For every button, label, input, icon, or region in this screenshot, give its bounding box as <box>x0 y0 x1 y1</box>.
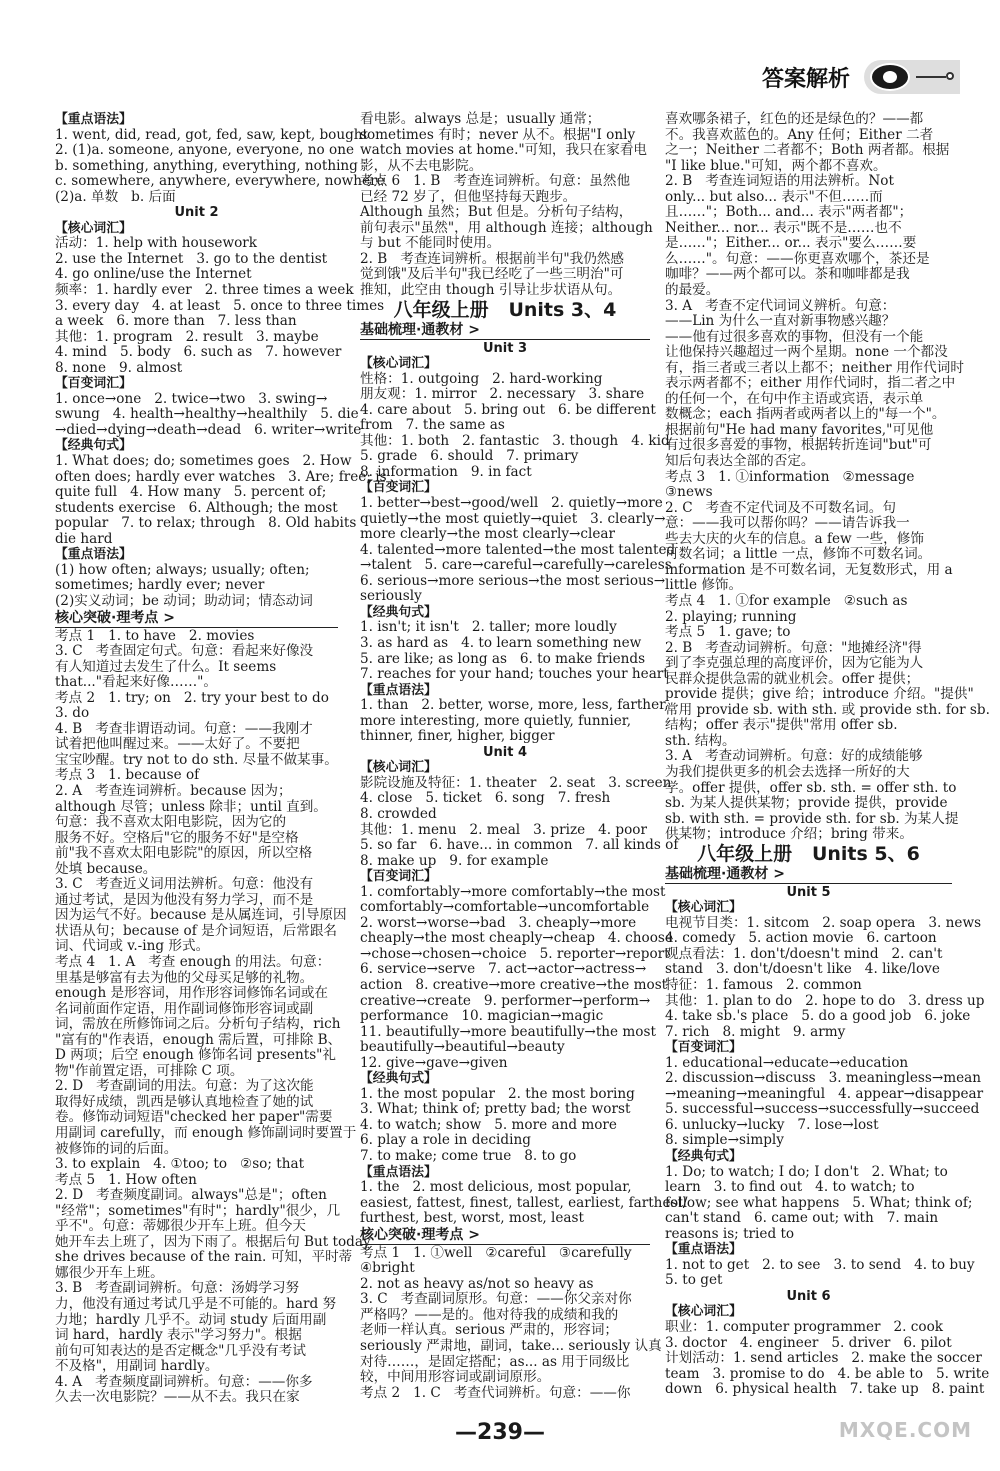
text-line: 4. to watch; show 5. more and more <box>360 1116 617 1133</box>
text-line: 且……"；Both... and... 表示"两者都"； <box>665 204 913 221</box>
text-line: 么……"。句意：——你更喜欢哪个，茶还是 <box>665 250 930 267</box>
text-line: seriously 严肃地，副词，take... seriously 认真 <box>360 1338 662 1355</box>
chapter-heading: 八年级上册 Units 3、4 <box>393 298 617 321</box>
text-line: 老师一样认真。serious 严肃的，形容词； <box>360 1322 619 1339</box>
text-line: quite full 4. How many 5. percent of; <box>55 484 327 501</box>
page-number: —239— <box>455 1420 545 1445</box>
text-line: 计划活动：1. send articles 2. make the soccer <box>665 1350 982 1367</box>
text-line: 娜很少开车上班。 <box>55 1264 164 1281</box>
text-line: 3. What; think of; pretty bad; the worst <box>360 1101 631 1118</box>
text-line: performance 10. magician→magic <box>360 1008 604 1025</box>
text-line: swung 4. health→healthy→healthily 5. die <box>55 406 359 423</box>
text-line: 民群众提供急需的就业机会。offer 提供； <box>665 670 920 687</box>
section-label: 【重点语法】 <box>360 1164 437 1180</box>
text-line: "I like blue."可知，两个都不喜欢。 <box>665 157 887 174</box>
text-line: 5. are like; as long as 6. to make friends <box>360 650 646 667</box>
text-line: only... but also... 表示"不但……而 <box>665 188 883 205</box>
text-line: 4. mind 5. body 6. such as 7. however <box>55 344 342 361</box>
section-label: 【百变词汇】 <box>55 376 132 392</box>
text-line: 有人知道过去发生了什么。It seems <box>55 658 277 675</box>
text-line: 8. information 9. in fact <box>360 463 532 480</box>
text-line: 1. once→one 2. twice→two 3. swing→ <box>55 390 328 407</box>
text-line: 词、代词或 v.-ing 形式。 <box>55 938 210 955</box>
text-line: 物"作前置定语，可排除 C 项。 <box>55 1062 244 1079</box>
text-line: 学。offer 提供，offer sb. sth. = offer sth. to <box>665 779 957 796</box>
text-line: 为我们提供更多的机会去选择一所好的大 <box>665 763 910 780</box>
text-line: 有过很多喜爱的事物，根据转折连词"but"可 <box>665 437 932 454</box>
text-line: die hard <box>55 530 113 547</box>
text-line: (2)实义动词；be 动词；助动词；情态动词 <box>55 592 313 609</box>
text-line: 推知，此空由 though 引导让步状语从句。 <box>360 282 622 299</box>
text-line: (2)a. 单数 b. 后面 <box>55 188 176 205</box>
badge-dot-icon <box>946 72 954 80</box>
section-label: 【重点语法】 <box>55 547 132 563</box>
text-line: 咖啡？——两个都可以。茶和咖啡都是我 <box>665 266 910 283</box>
text-line: 结构；offer 表示"提供"常用 offer sb. <box>665 717 898 734</box>
text-line: 状语从句；because of 是介词短语，后常跟名 <box>55 922 338 939</box>
text-line: 其他：1. both 2. fantastic 3. though 4. kid <box>360 432 670 449</box>
text-line: 2. not as heavy as/not so heavy as <box>360 1275 594 1292</box>
text-line: learn 3. to find out 4. to watch; to <box>665 1179 915 1196</box>
text-line: 4. go online/use the Internet <box>55 266 252 283</box>
text-line: sb. 为某人提供某物；provide 提供，provide <box>665 795 948 812</box>
text-line: 与 but 不能同时使用。 <box>360 235 501 252</box>
text-line: 因为运气不好。because 是从属连词，引导原因 <box>55 907 347 924</box>
text-line: →meaning→meaningful 4. appear→disappear <box>665 1085 984 1102</box>
text-line: stand 3. don't/doesn't like 4. like/love <box>665 961 940 978</box>
text-line: 8. simple→simply <box>665 1132 784 1149</box>
text-line: 其他：1. menu 2. meal 3. prize 4. poor <box>360 821 647 838</box>
text-line: 喜欢哪条裙子，红色的还是绿色的？——都 <box>665 111 924 127</box>
text-line: 已经 72 岁了，但他坚持每天跑步。 <box>360 188 577 205</box>
text-line: 5. to get <box>665 1272 723 1289</box>
section-label: 【重点语法】 <box>665 1242 742 1258</box>
text-line: sb. with sth. = provide sth. for sb. 为某人提 <box>665 810 959 827</box>
text-line: students exercise 6. Although; the most <box>55 499 338 516</box>
text-line: 被修饰的词的后面。 <box>55 1140 178 1157</box>
text-line: 活动：1. help with housework <box>55 235 258 252</box>
text-line: 7. rich 8. might 9. army <box>665 1023 846 1040</box>
text-line: 2. C 考查不定代词及不可数名词。句 <box>665 499 896 516</box>
text-line: quietly→the most quietly→quiet 3. clearly→ <box>360 510 666 527</box>
section-label: 【核心词汇】 <box>665 900 742 916</box>
text-line: 1. isn't; it isn't 2. taller; more loudly <box>360 619 617 636</box>
text-line: 2. playing; running <box>665 608 797 625</box>
text-line: 性格：1. outgoing 2. hard-working <box>360 370 603 387</box>
text-line: 3. as hard as 4. to learn something new <box>360 634 642 651</box>
text-line: 考点 3 1. because of <box>55 767 200 784</box>
text-line: 其他：1. program 2. result 3. maybe <box>55 328 319 345</box>
text-line: 可数名词；a little 一点，修饰不可数名词。 <box>665 546 932 563</box>
text-line: often does; hardly ever watches 3. Are; free; is <box>55 468 387 485</box>
text-line: 7. to make; come true 8. to go <box>360 1148 577 1164</box>
text-line: c. somewhere, anywhere, everywhere, nowhere <box>55 173 385 190</box>
header-title: 答案解析 <box>761 67 850 92</box>
chapter-heading: 八年级上册 Units 5、6 <box>697 842 920 865</box>
text-line: action 8. creative→more creative→the most <box>360 976 668 993</box>
text-line: 3. every day 4. at least 5. once to three times <box>55 297 385 314</box>
text-line: 3. doctor 4. engineer 5. driver 6. pilot <box>665 1334 952 1351</box>
text-line: →chose→chosen→choice 5. reporter→report <box>360 945 670 962</box>
text-line: 8. crowded <box>360 805 437 822</box>
text-line: 3. to explain 4. ①too; to ②so; that <box>55 1156 305 1173</box>
text-line: 意：——我可以帮你吗？——请告诉我一 <box>665 515 910 532</box>
text-line: 1. went, did, read, got, fed, saw, kept, bought <box>55 126 369 143</box>
text-line: 职业：1. computer programmer 2. cook <box>665 1319 944 1336</box>
text-line: 之一；Neither 二者都不；Both 两者都。根据 <box>665 142 950 159</box>
text-line: 其他：1. plan to do 2. hope to do 3. dress up <box>665 992 985 1009</box>
text-line: 2. D 考查副词的用法。句意：为了这次能 <box>55 1078 314 1095</box>
text-line: cheaply→the most cheaply→cheap 4. choose <box>360 930 673 947</box>
text-line: 3. C 考查固定句式。句意：看起来好像没 <box>55 643 314 660</box>
text-line: 对待……，是固定搭配；as... as 用于同级比 <box>360 1353 630 1370</box>
text-line: Neither... nor... 表示"既不是……也不 <box>665 219 902 236</box>
text-line: 1. What does; do; sometimes goes 2. How <box>55 453 352 470</box>
text-line: 些去大庆的火车的信息。a few 一些，修饰 <box>665 530 924 547</box>
text-line: 取得好成绩，凯西是够认真地检查了她的试 <box>55 1093 314 1110</box>
text-line: 的最爱。 <box>665 282 720 299</box>
text-line: 1. better→best→good/well 2. quietly→more <box>360 495 663 512</box>
text-line: creative→create 9. performer→perform→ <box>360 992 651 1009</box>
text-line: 词，需放在所修饰词之后。分析句子结构，rich <box>55 1016 341 1033</box>
text-line: 不及格"，用副词 hardly。 <box>55 1358 219 1375</box>
text-line: →died→dying→death→dead 6. writer→write <box>55 421 362 438</box>
section-label: 【经典句式】 <box>55 438 132 454</box>
text-line: 常用 provide sb. with sth. 或 provide sth. for sb. <box>665 701 990 718</box>
text-line: 的任何一个，在句中作主语或宾语，表示单 <box>665 390 924 407</box>
text-line: 供某物；introduce 介绍；bring 带来。 <box>665 826 913 843</box>
text-line: Although 虽然；But 但是。分析句子结构， <box>360 204 633 221</box>
text-line: 2. D 考查频度副词。always"总是"；often <box>55 1187 327 1204</box>
text-line: 表示两者都不；either 用作代词时，指二者之中 <box>665 375 956 392</box>
text-line: sometimes 有时；never 从不。根据"I only <box>360 126 636 143</box>
text-line: more clearly→the most clearly→clear <box>360 526 616 543</box>
text-line: 3. C 考查近义词用法辨析。句意：他没有 <box>55 876 314 893</box>
text-line: 久去一次电影院？——从不去。我只在家 <box>55 1389 300 1406</box>
text-line: (1) how often; always; usually; often; <box>55 561 310 578</box>
text-line: a week 6. more than 7. less than <box>55 313 297 330</box>
text-line: 8. make up 9. for example <box>360 852 549 869</box>
text-line: 前句表示"虽然"，用 although 连接；although <box>360 219 653 236</box>
text-line: 4. close 5. ticket 6. song 7. fresh <box>360 790 611 807</box>
text-line: 考点 4 1. ①for example ②such as <box>665 592 908 609</box>
unit-heading: Unit 2 <box>174 205 219 221</box>
text-line: 考点 6 1. B 考查连词辨析。句意：虽然他 <box>360 173 631 190</box>
text-line: 词 hard，hardly 表示"学习努力"。根据 <box>55 1327 302 1344</box>
text-line: can't stand 6. came out; with 7. main <box>665 1210 939 1227</box>
section-label: 【核心词汇】 <box>360 760 437 776</box>
text-line: 较，中间用形容词或副词原形。 <box>360 1369 551 1386</box>
text-line: 2. B 考查连词辨析。根据前半句"我仍然感 <box>360 250 624 267</box>
text-line: ——他有过很多喜欢的事物，但没有一个能 <box>665 328 924 345</box>
text-line: 12. give→gave→given <box>360 1054 508 1071</box>
text-line: 根据前句"He had many favorites,"可见他 <box>665 421 934 438</box>
text-line: 2. B 考查动词辨析。句意："地摊经济"得 <box>665 639 922 656</box>
text-line: 4. care about 5. bring out 6. be different <box>360 401 656 418</box>
text-line: 考点 3 1. ①information ②message <box>665 468 915 485</box>
text-line: 6. service→serve 7. act→actor→actress→ <box>360 961 647 978</box>
text-line: 前"我不喜欢太阳电影院"的原因，所以空格 <box>55 845 313 862</box>
text-line: 名词前面作定语，用作副词修饰形容词或副 <box>55 1000 314 1017</box>
text-line: sometimes; hardly ever; never <box>55 577 265 594</box>
section-heading: 基础梳理·通教材 > <box>360 322 650 340</box>
text-line: 让他保持兴趣超过一两个星期。none 一个都没 <box>665 344 948 361</box>
text-line: 2. use the Internet 3. go to the dentist <box>55 250 328 267</box>
section-heading: 基础梳理·通教材 > <box>665 866 952 884</box>
text-line: 1. the 2. most delicious, most popular, <box>360 1179 632 1196</box>
text-line: provide 提供；give 给；introduce 介绍。"提供" <box>665 686 974 703</box>
text-line: 不。我喜欢蓝色的。Any 任何；Either 二者 <box>665 126 934 143</box>
text-line: 2. A 考查连词辨析。because 因为； <box>55 782 292 799</box>
text-line: watch movies at home."可知，我只在家看电 <box>360 142 648 159</box>
section-label: 【核心词汇】 <box>665 1304 742 1320</box>
text-line: she drives because of the rain. 可知，平时蒂 <box>55 1249 353 1266</box>
text-line: 4. talented→more talented→the most talented <box>360 541 676 558</box>
text-line: 卷。修饰动词短语"checked her paper"需要 <box>55 1109 333 1126</box>
text-line: 观点看法：1. don't/doesn't mind 2. can't <box>665 945 943 962</box>
text-line: 7. reaches for your hand; touches your heart <box>360 666 669 683</box>
header-badge <box>864 60 960 94</box>
answer-column-2 <box>360 111 688 1401</box>
text-line: 5. grade 6. should 7. primary <box>360 448 579 465</box>
text-line: 朋友观：1. mirror 2. necessary 3. share <box>360 386 645 403</box>
text-line: 影，从不去电影院。 <box>360 157 483 174</box>
text-line: 4. A 考查频度副词辨析。句意：——你多 <box>55 1373 313 1390</box>
section-heading: 核心突破·理考点 > <box>55 610 338 628</box>
text-line: thinner, finer, higher, bigger <box>360 728 555 745</box>
text-line: 3. C 考查副词原形。句意：——你父亲对你 <box>360 1291 632 1308</box>
text-line: D 两项；后空 enough 修饰名词 presents"礼 <box>55 1047 337 1064</box>
text-line: 试着把他叫醒过来。——太好了。不要把 <box>55 736 300 753</box>
section-label: 【经典句式】 <box>665 1149 742 1164</box>
text-line: 前句可知表达的是否定概念"几乎没有考试 <box>55 1342 306 1359</box>
text-line: 6. play a role in deciding <box>360 1132 531 1149</box>
text-line: down 6. physical health 7. take up 8. paint <box>665 1381 985 1398</box>
text-line: 1. comfortably→more comfortably→the most <box>360 883 666 900</box>
text-line: 考点 5 1. How often <box>55 1171 197 1188</box>
text-line: "富有的"作表语，enough 需后置，可排除 B、 <box>55 1031 342 1048</box>
text-line: 11. beautifully→more beautifully→the most <box>360 1023 656 1040</box>
text-line: 觉到饿"及后半句"我已经吃了一些三明治"可 <box>360 266 624 283</box>
section-label: 【百变词汇】 <box>360 480 437 496</box>
text-line: 考点 1 1. to have 2. movies <box>55 627 255 644</box>
text-line: 影院设施及特征：1. theater 2. seat 3. screen <box>360 774 672 791</box>
text-line: 2. worst→worse→bad 3. cheaply→more <box>360 914 637 931</box>
text-line: 3. A 考查不定代词词义辨析。句意： <box>665 297 896 314</box>
text-line: seriously <box>360 588 422 605</box>
text-line: 用副词 carefully，而 enough 修饰副词时要置于 <box>55 1125 357 1141</box>
text-line: 1. than 2. better, worse, more, less, farther, <box>360 697 669 714</box>
text-line: 知后句表达全部的否定。 <box>665 453 815 470</box>
text-line: 4. take sb.'s place 5. do a good job 6. joke <box>665 1008 971 1025</box>
text-line: 特征：1. famous 2. common <box>665 976 862 993</box>
text-line: 看电影。always 总是；usually 通常； <box>360 111 601 127</box>
text-line: 考点 5 1. gave; to <box>665 624 791 641</box>
text-line: 5. successful→success→successfully→succeed <box>665 1101 980 1118</box>
text-line: 宝宝吵醒。try not to do sth. 尽量不做某事。 <box>55 751 338 768</box>
text-line: 2. B 考查连词短语的用法辨析。Not <box>665 173 894 190</box>
text-line: 1. not to get 2. to see 3. to send 4. to buy <box>665 1256 975 1273</box>
text-line: 有，指三者或三者以上都不；neither 用作代词时 <box>665 359 964 376</box>
text-line: 1. educational→educate→education <box>665 1054 909 1071</box>
answer-column-3 <box>665 111 990 1398</box>
text-line: 3. do <box>55 705 90 722</box>
text-line: 力，他没有通过考试几乎是不可能的。hard 努 <box>55 1296 337 1313</box>
text-line: ③news <box>665 484 713 501</box>
unit-heading: Unit 6 <box>786 1288 831 1304</box>
text-line: 2. discussion→discuss 3. meaningless→mean <box>665 1070 982 1087</box>
text-line: 6. unlucky→lucky 7. lose→lost <box>665 1116 879 1133</box>
watermark: MXQE.COM <box>838 1418 972 1442</box>
text-line: follow; see what happens 5. What; think of; <box>665 1194 973 1211</box>
text-line: 力地；hardly 几乎不。动词 study 后面用副 <box>55 1311 327 1328</box>
unit-heading: Unit 4 <box>482 744 528 760</box>
page-header <box>0 60 1000 110</box>
text-line: 4. B 考查非谓语动词。句意：——我刚才 <box>55 720 313 737</box>
text-line: 到了李克强总理的高度评价，因为它能为人 <box>665 655 924 672</box>
text-line: little 修饰。 <box>665 577 743 594</box>
text-line: team 3. promise to do 4. be able to 5. write <box>665 1365 990 1382</box>
answer-column-1 <box>55 112 387 1406</box>
text-line: that..."看起来好像……"。 <box>55 674 218 691</box>
text-line: although 尽管；unless 除非；until 直到。 <box>55 798 327 815</box>
text-line: 考点 2 1. try; on 2. try your best to do <box>55 689 329 706</box>
section-label: 【经典句式】 <box>360 1071 437 1087</box>
text-line: reasons is; tried to <box>665 1225 795 1242</box>
section-label: 【百变词汇】 <box>360 869 437 885</box>
badge-line-icon <box>916 76 946 78</box>
text-line: beautifully→beautiful→beauty <box>360 1039 565 1056</box>
text-line: popular 7. to relax; through 8. Old habits <box>55 515 357 532</box>
text-line: ④bright <box>360 1260 415 1277</box>
text-line: 电视节目类：1. sitcom 2. soap opera 3. news <box>665 914 982 931</box>
text-line: 处填 because。 <box>55 860 157 877</box>
text-line: 考点 1 1. ①well ②careful ③carefully <box>360 1244 632 1261</box>
unit-heading: Unit 3 <box>482 340 528 356</box>
text-line: 考点 2 1. C 考查代词辨析。句意：——你 <box>360 1384 631 1401</box>
section-label: 【核心词汇】 <box>55 220 132 236</box>
text-line: information 是不可数名词，无复数形式，用 a <box>665 561 953 578</box>
text-line: from 7. the same as <box>360 417 505 434</box>
text-line: 通过考试，是因为他没有努力学习，而不是 <box>55 891 314 908</box>
text-line: →talent 5. care→careful→carefully→careless <box>360 557 672 574</box>
section-label: 【百变词汇】 <box>665 1040 742 1056</box>
text-line: 是……"；Either... or... 表示"要么……要 <box>665 235 917 252</box>
text-line: 5. so far 6. have... in common 7. all kinds of <box>360 837 679 854</box>
text-line: 1. Do; to watch; I do; I don't 2. What; to <box>665 1163 948 1180</box>
text-line: 3. B 考查副词辨析。句意：汤姆学习努 <box>55 1280 300 1297</box>
text-line: furthest, best, worst, most, least <box>360 1210 584 1227</box>
text-line: enough 是形容词，用作形容词修饰名词或在 <box>55 985 329 1002</box>
text-line: comfortably→comfortable→uncomfortable <box>360 899 650 916</box>
section-label: 【重点语法】 <box>360 682 437 698</box>
text-line: easiest, fattest, finest, tallest, earliest, farthest/ <box>360 1194 688 1211</box>
section-label: 【重点语法】 <box>55 112 132 127</box>
text-line: 8. none 9. almost <box>55 359 183 376</box>
text-line: 严格吗？——是的。他对待我的成绩和我的 <box>360 1306 619 1323</box>
book-logo-icon <box>870 63 910 91</box>
text-line: 3. A 考查动词辨析。句意：好的成绩能够 <box>665 748 923 765</box>
text-line: more interesting, more quietly, funnier, <box>360 712 632 729</box>
section-heading: 核心突破·理考点 > <box>360 1227 650 1245</box>
text-line: 2. (1)a. someone, anyone, everyone, no one <box>55 142 354 159</box>
text-line: 4. comedy 5. action movie 6. cartoon <box>665 930 937 947</box>
text-line: 句意：我不喜欢太阳电影院，因为它的 <box>55 814 287 831</box>
text-line: 6. serious→more serious→the most serious→ <box>360 572 666 589</box>
text-line: 她开车去上班了，因为下雨了。根据后句 But today <box>55 1233 371 1250</box>
unit-heading: Unit 5 <box>786 884 831 900</box>
text-line: b. something, anything, everything, nothing <box>55 157 358 174</box>
text-line: 考点 4 1. A 考查 enough 的用法。句意： <box>55 953 331 970</box>
section-label: 【经典句式】 <box>360 604 437 620</box>
text-line: "经常"；sometimes"有时"；hardly"很少，几 <box>55 1202 341 1219</box>
section-label: 【核心词汇】 <box>360 356 437 372</box>
text-line: 服务不好。空格后"它的服务不好"是空格 <box>55 829 299 846</box>
text-line: sth. 结构。 <box>665 732 736 749</box>
text-line: 乎不"。句意：蒂娜很少开车上班。但今天 <box>55 1218 306 1235</box>
text-line: 1. the most popular 2. the most boring <box>360 1085 635 1102</box>
text-line: 频率：1. hardly ever 2. three times a week <box>55 282 354 299</box>
text-line: ——Lin 为什么一直对新事物感兴趣？ <box>665 313 896 330</box>
text-line: 里基是够富有去为他的父母买足够的礼物。 <box>55 969 314 986</box>
text-line: 数概念；each 指两者或两者以上的"每一个"。 <box>665 406 946 423</box>
